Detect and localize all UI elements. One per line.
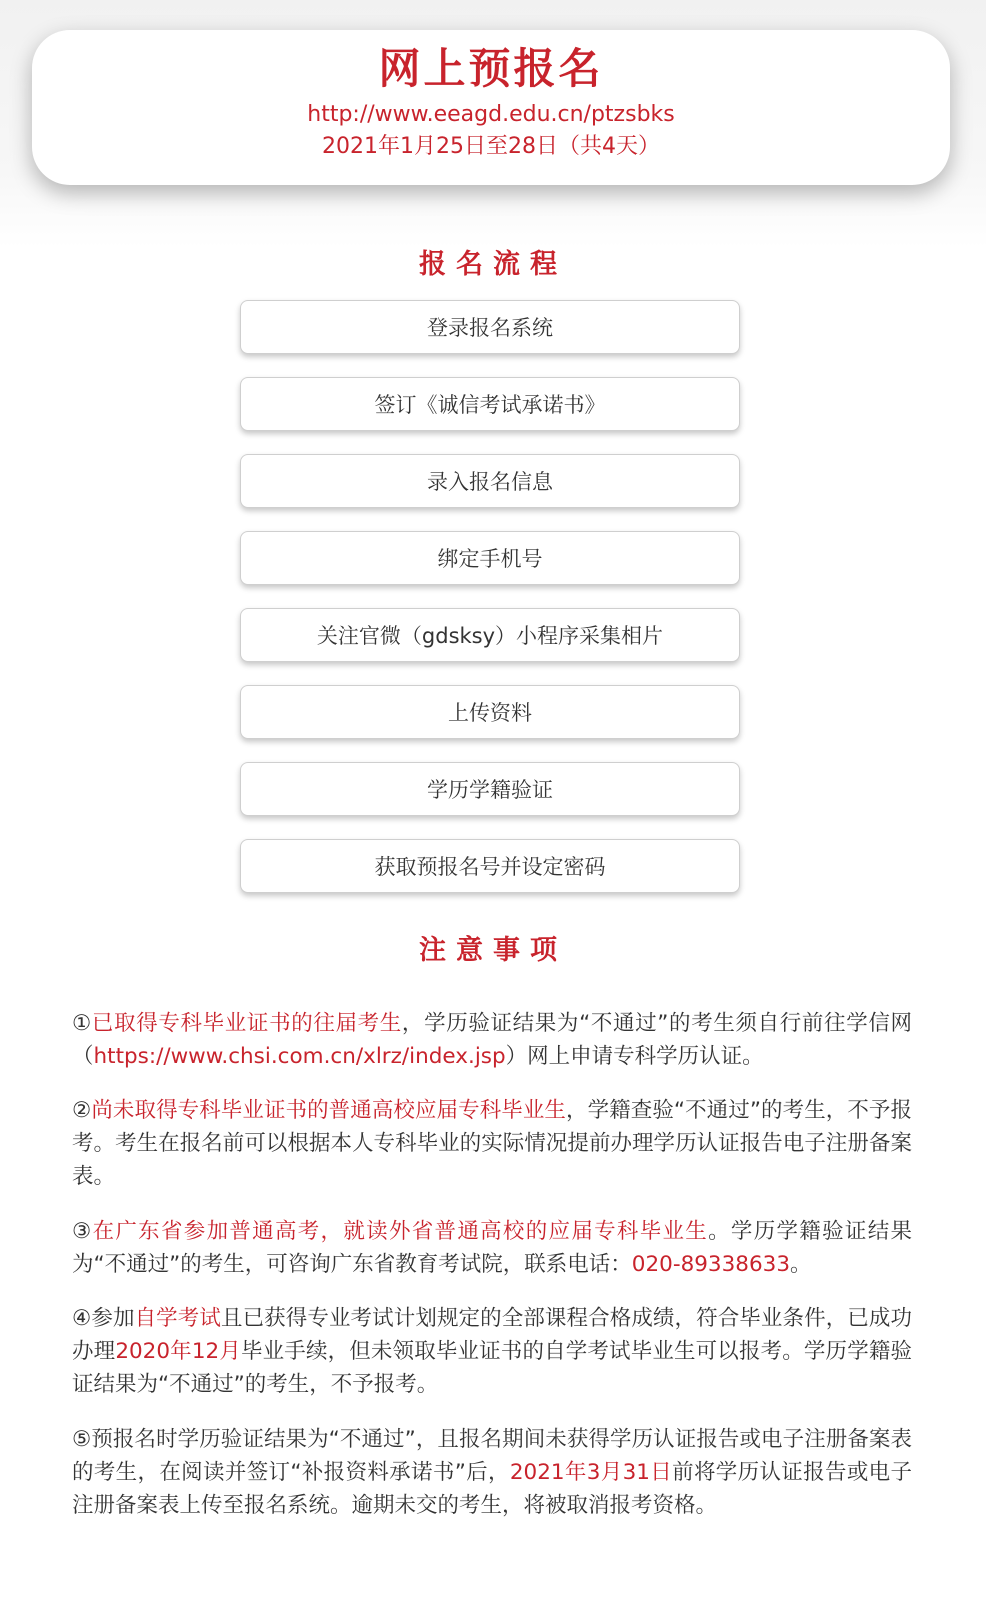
notes-title: 注意事项 — [419, 935, 567, 966]
notes-list — [72, 985, 912, 1539]
note-text: 。学历学籍验证结果为“不通过”的考生，可咨询广东省教育考试院，联系电话： — [72, 1218, 912, 1277]
step-get-number-password[interactable]: 获取预报名号并设定密码 — [240, 839, 740, 893]
chsi-link[interactable]: https://www.chsi.com.cn/xlrz/index.jsp — [93, 1043, 506, 1069]
note-text: ）网上申请专科学历认证。 — [505, 1043, 764, 1069]
process-steps — [240, 300, 740, 916]
step-verify-education[interactable]: 学历学籍验证 — [240, 762, 740, 816]
note-text: ② — [72, 1098, 92, 1123]
step-login-system[interactable]: 登录报名系统 — [240, 300, 740, 354]
note-text: 。 — [790, 1251, 812, 1277]
note-text: ③ — [72, 1218, 93, 1244]
page-title: 网上预报名 — [378, 44, 604, 93]
note-text: 毕业手续，但未领取毕业证书的自学考试毕业生可以报考。学历学籍验证结果为“不通过”的考生，不予报考。 — [72, 1339, 912, 1397]
registration-date: 2021年1月25日至28日（共4天） — [322, 134, 660, 159]
registration-url[interactable]: http://www.eeagd.edu.cn/ptzsbks — [307, 102, 675, 127]
note-item-1 — [72, 1007, 912, 1073]
note-highlight: 自学考试 — [134, 1306, 221, 1331]
note-text: ，学历验证结果为“不通过”的考生须自行前往学信网（ — [72, 1010, 912, 1069]
process-title: 报名流程 — [419, 249, 567, 280]
note-text: 且已获得专业考试计划规定的全部课程合格成绩，符合毕业条件，已成功办理 — [72, 1306, 912, 1364]
note-highlight: 尚未取得专科毕业证书的普通高校应届专科毕业生 — [91, 1098, 567, 1123]
note-highlight: 2021年3月31日 — [509, 1459, 673, 1485]
note-text: ⑤预报名时学历验证结果为“不通过”，且报名期间未获得学历认证报告或电子注册备案表的考生，在阅读并签订“补报资料承诺书”后， — [72, 1426, 912, 1485]
step-collect-photo[interactable]: 关注官微（gdsksy）小程序采集相片 — [240, 608, 740, 662]
step-enter-info[interactable]: 录入报名信息 — [240, 454, 740, 508]
note-text: ④参加 — [72, 1306, 135, 1331]
step-upload-documents[interactable]: 上传资料 — [240, 685, 740, 739]
note-text: ① — [72, 1010, 92, 1036]
note-text: 前将学历认证报告或电子注册备案表上传至报名系统。逾期未交的考生，将被取消报考资格。 — [72, 1459, 912, 1518]
header-card — [32, 30, 950, 185]
note-item-2 — [72, 1094, 912, 1193]
step-sign-pledge[interactable]: 签订《诚信考试承诺书》 — [240, 377, 740, 431]
note-text: ，学籍查验“不通过”的考生，不予报考。考生在报名前可以根据本人专科毕业的实际情况提前办理学历认证报告电子注册备案表。 — [72, 1098, 912, 1189]
note-highlight: 2020年12月 — [115, 1339, 241, 1364]
note-highlight: 已取得专科毕业证书的往届考生 — [91, 1010, 402, 1036]
step-bind-phone[interactable]: 绑定手机号 — [240, 531, 740, 585]
note-highlight: 在广东省参加普通高考，就读外省普通高校的应届专科毕业生 — [92, 1218, 709, 1244]
contact-phone: 020-89338633 — [631, 1251, 791, 1277]
note-item-5 — [72, 1423, 912, 1522]
note-item-4 — [72, 1302, 912, 1401]
note-item-3 — [72, 1215, 912, 1281]
